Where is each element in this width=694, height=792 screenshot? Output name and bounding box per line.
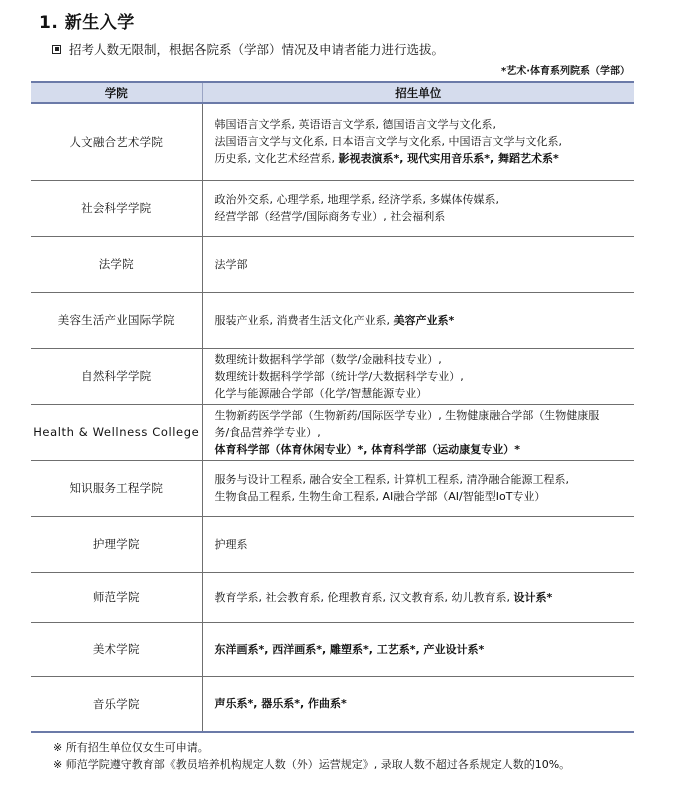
units-line [215,351,625,368]
units-line [215,368,625,385]
units-line [215,695,625,712]
unit-text: 生物食品工程系, 生物生命工程系, AI融合学部（AI/智能型IoT专业） [214,490,546,503]
unit-text: 教育学系, 社会教育系, 伦理教育系, 汉文教育系, 幼儿教育系, [214,590,514,604]
header-college: 学院 [31,82,202,103]
unit-text: 韩国语言文学系, 英语语言文学系, 德国语言文学与文化系, [214,118,496,132]
intro-text: 招考人数无限制，根据各院系（学部）情况及申请者能力进行选拔。 [69,42,445,57]
college-name: 师范学院 [31,572,202,622]
admission-units-cell [202,180,634,236]
unit-text: 法学部 [214,257,248,271]
unit-text: 数理统计数据科学学部（统计学/大数据科学专业）, [214,369,464,383]
unit-text: 服务与设计工程系, 融合安全工程系, 计算机工程系, 清净融合能源工程系, [214,473,569,486]
units-line [215,191,625,208]
table-row [31,516,634,572]
units-line [215,385,625,402]
table-row [31,622,634,676]
art-sports-unit-text: 美容产业系* [393,313,455,327]
unit-text: 数理统计数据科学学部（数学/金融科技专业）, [214,352,442,366]
art-sports-unit-text: 东洋画系*, 西洋画系*, 雕塑系*, 工艺系*, 产业设计系* [214,642,485,656]
table-row [31,460,634,516]
college-name: Health & Wellness College [31,404,202,460]
college-name: 社会科学学院 [31,180,202,236]
admission-units-table [31,81,634,733]
admission-units-cell [202,348,634,404]
college-name: 法学院 [31,236,202,292]
admission-units-cell [202,404,634,460]
admission-units-cell [202,236,634,292]
college-name: 知识服务工程学院 [31,460,202,516]
units-line [215,256,625,273]
unit-text: 经营学部（经营学/国际商务专业）, 社会福利系 [214,210,446,223]
header-units: 招生单位 [202,82,634,103]
units-line [215,441,625,458]
college-name: 美容生活产业国际学院 [31,292,202,348]
square-bullet-icon [52,45,61,54]
units-line [215,536,625,553]
table-row [31,348,634,404]
units-line [215,589,625,606]
college-name: 人文融合艺术学院 [31,103,202,180]
table-row [31,404,634,460]
unit-text: 生物新药医学学部（生物新药/国际医学专业）, 生物健康融合学部（生物健康服 [214,408,600,422]
college-name: 自然科学学院 [31,348,202,404]
units-line [215,488,625,505]
table-row [31,572,634,622]
table-row [31,103,634,180]
unit-text: 服装产业系, 消费者生活文化产业系, [214,313,394,327]
table-row [31,676,634,732]
unit-text: 护理系 [214,537,248,551]
units-line [215,471,625,488]
table-row [31,292,634,348]
table-header-row [31,82,634,103]
art-sports-unit-text: 声乐系*, 器乐系*, 作曲系* [214,697,347,711]
units-line [215,133,625,150]
art-sports-unit-text: 影视表演系*, 现代实用音乐系*, 舞蹈艺术系* [338,152,559,166]
table-row [31,180,634,236]
units-line [215,312,625,329]
admission-units-cell [202,676,634,732]
art-sports-note: *艺术·体育系列院系（学部） [500,66,630,77]
admission-units-cell [202,292,634,348]
footnote: ※ 所有招生单位仅女生可申请。 [53,741,209,754]
college-name: 护理学院 [31,516,202,572]
footnote: ※ 师范学院遵守教育部《教员培养机构规定人数（外）运营规定》, 录取人数不超过各系规定人数的10%。 [53,758,571,771]
college-name: 美术学院 [31,622,202,676]
admission-units-cell [202,516,634,572]
unit-text: 法国语言文学与文化系, 日本语言文学与文化系, 中国语言文学与文化系, [214,135,562,149]
unit-text: 化学与能源融合学部（化学/智慧能源专业） [214,386,428,400]
units-line [215,407,625,424]
intro-line [52,40,444,58]
units-line [215,150,625,167]
units-line [215,116,625,133]
admission-units-cell [202,460,634,516]
units-line [215,641,625,658]
admission-units-cell [202,572,634,622]
art-sports-unit-text: 设计系* [513,590,553,604]
units-line [215,424,625,441]
section-title: 1. 新生入学 [39,13,135,33]
admission-units-cell [202,103,634,180]
table-row [31,236,634,292]
footnotes [53,739,570,773]
unit-text: 历史系, 文化艺术经营系, [214,152,339,166]
art-sports-unit-text: 体育科学部（体育休闲专业）*, 体育科学部（运动康复专业）* [214,442,521,456]
units-line [215,208,625,225]
college-name: 音乐学院 [31,676,202,732]
unit-text: 务/食品营养学专业）, [214,425,321,439]
admission-units-cell [202,622,634,676]
unit-text: 政治外交系, 心理学系, 地理学系, 经济学系, 多媒体传媒系, [214,193,499,206]
